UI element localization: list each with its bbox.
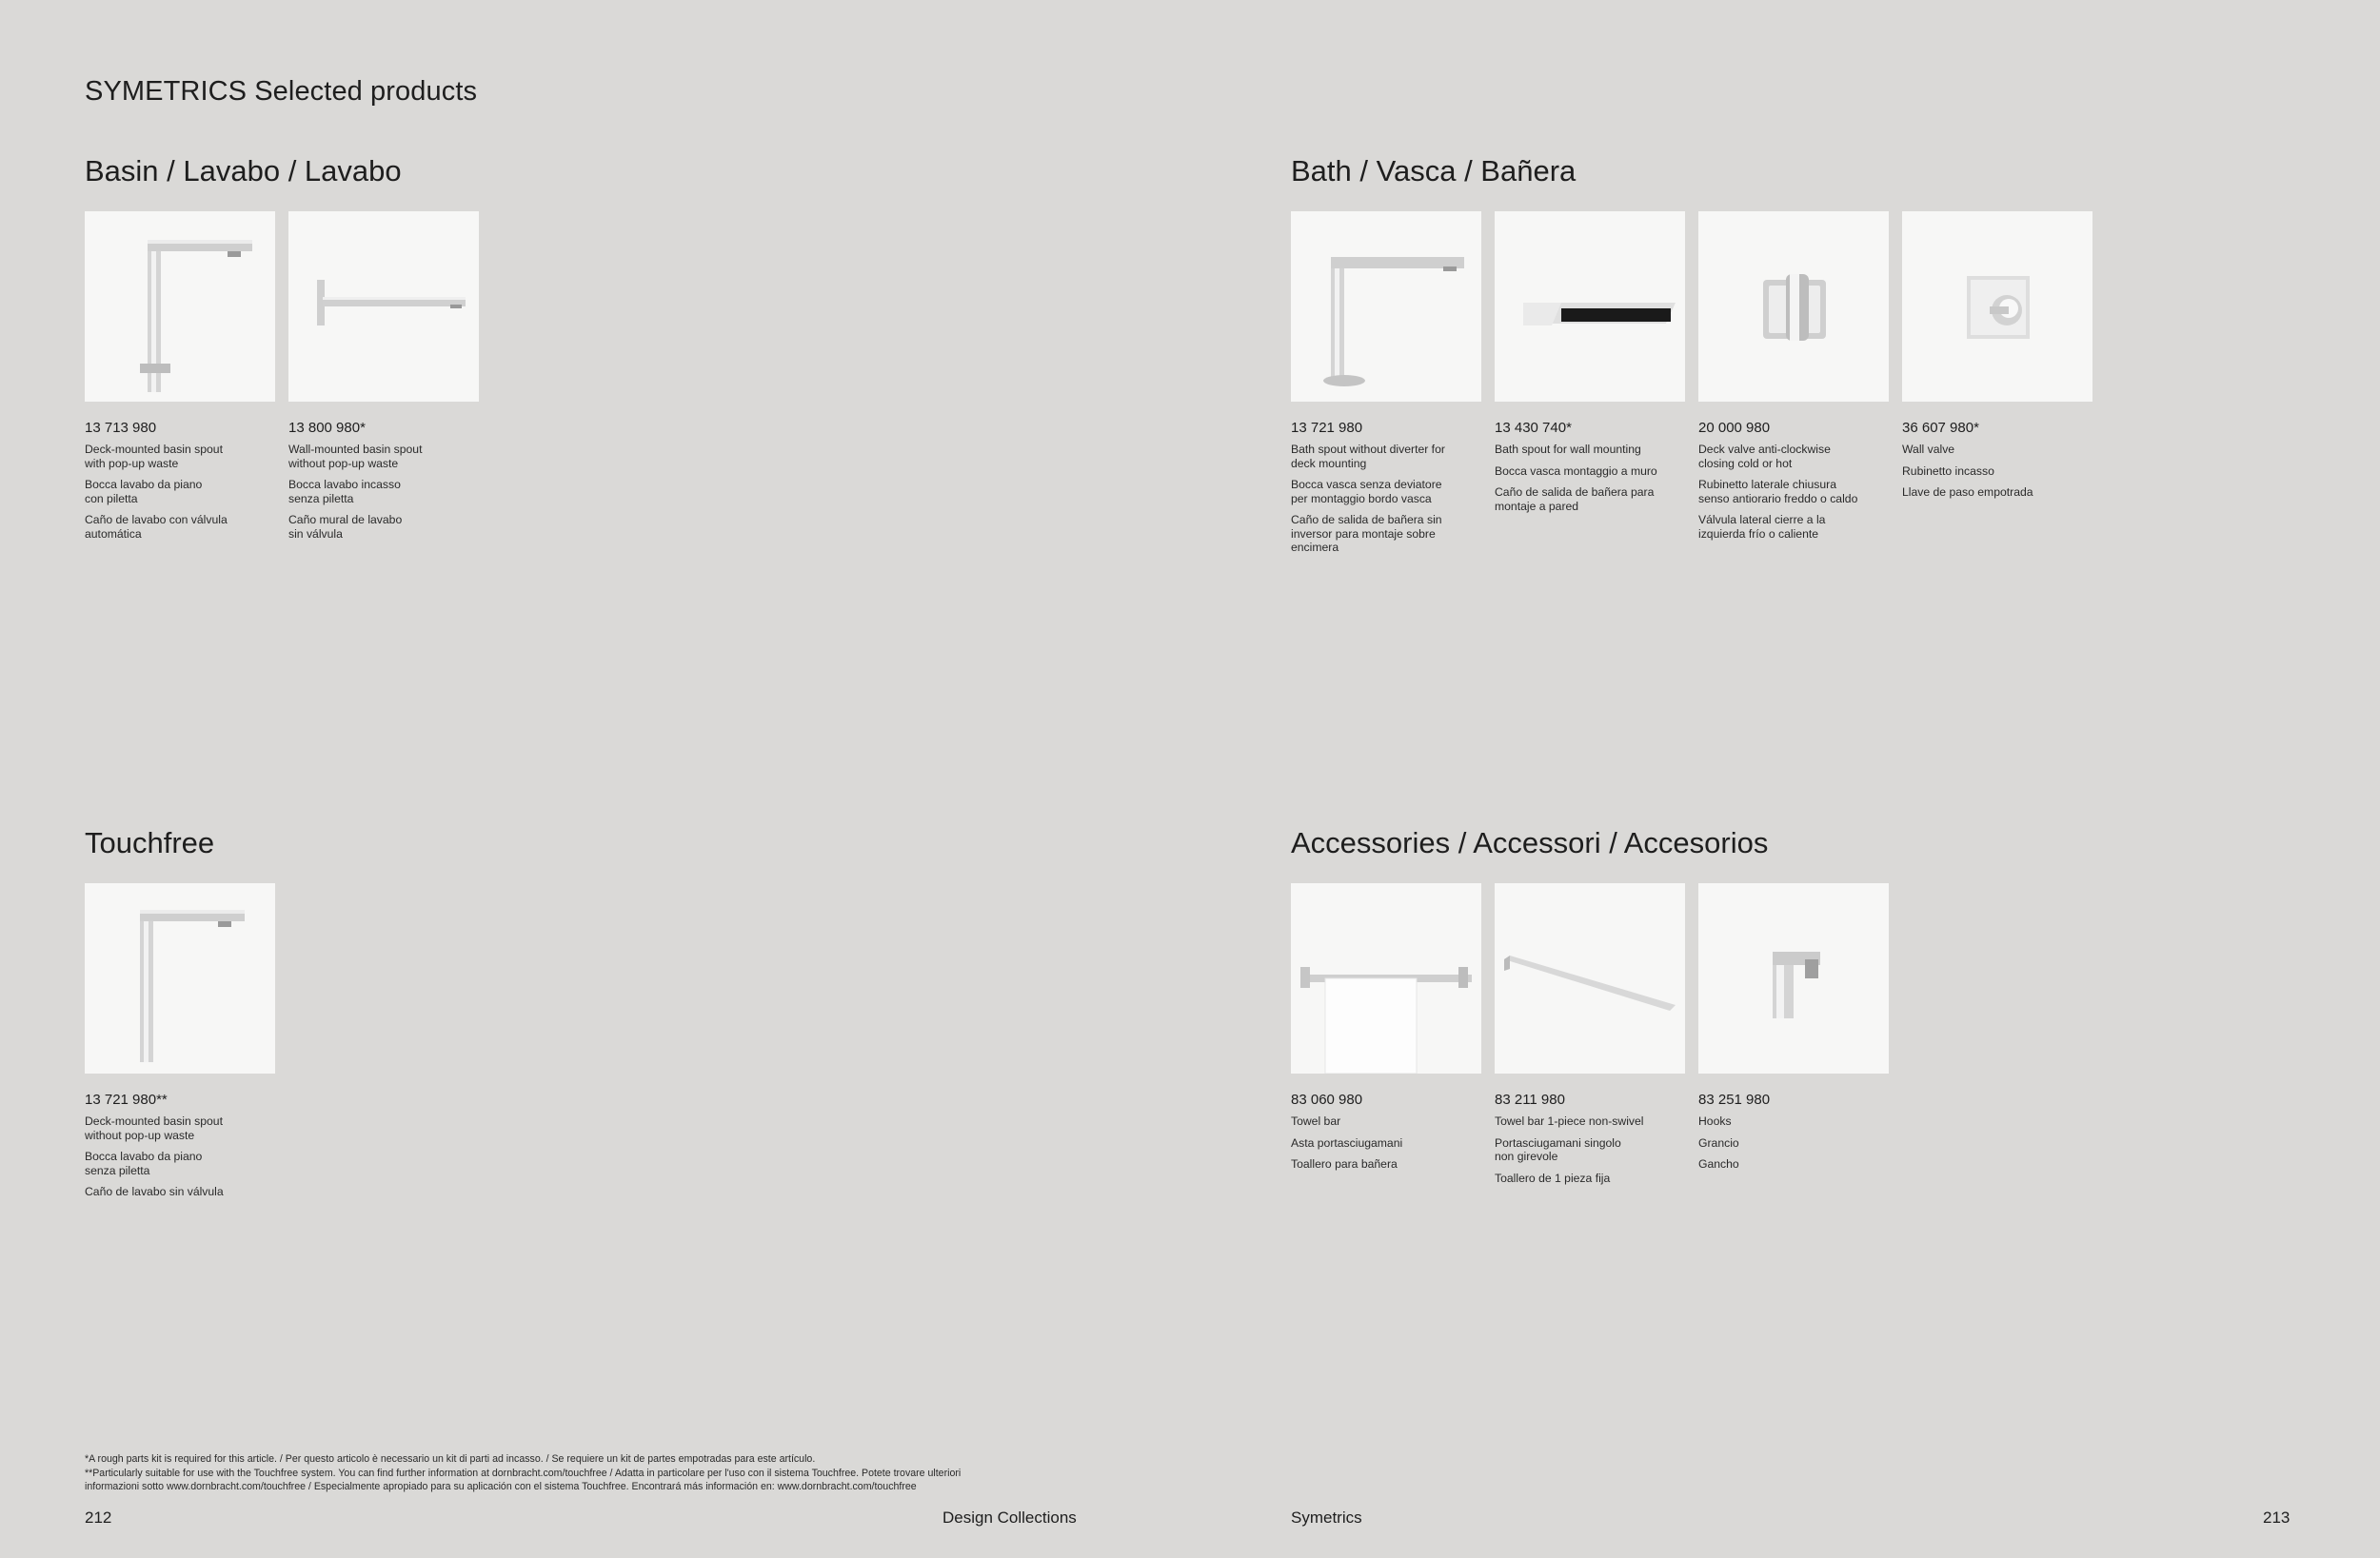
description-line: Rubinetto incasso bbox=[1902, 463, 1994, 478]
product-description bbox=[1495, 1114, 1685, 1185]
description-line: Válvula lateral cierre a la izquierda frío o caliente bbox=[1698, 513, 1826, 541]
section-basin bbox=[85, 152, 492, 548]
product-card bbox=[288, 211, 479, 548]
section-title: Touchfree bbox=[85, 826, 215, 859]
collection-title: Design Collections bbox=[942, 1509, 1077, 1527]
product-description bbox=[1291, 1114, 1481, 1172]
description-line: Deck-mounted basin spout with pop-up waste bbox=[85, 443, 223, 470]
product-code: 13 713 980 bbox=[85, 420, 157, 436]
product-card bbox=[1902, 211, 2092, 562]
product-card bbox=[1698, 211, 1889, 562]
description-line: Caño de salida de bañera para montaje a pared bbox=[1495, 485, 1655, 513]
product-description bbox=[1698, 1114, 1889, 1172]
towel-bar-icon bbox=[1291, 883, 1481, 1074]
page-number-left: 212 bbox=[85, 1509, 112, 1527]
product-list bbox=[1291, 883, 1902, 1193]
wall-bath-spout-icon bbox=[1495, 211, 1685, 402]
product-card bbox=[1495, 211, 1685, 562]
description-line: Deck-mounted basin spout without pop-up waste bbox=[85, 1114, 223, 1142]
description-line: Towel bar 1-piece non-swivel bbox=[1495, 1114, 1644, 1128]
product-list bbox=[85, 883, 288, 1207]
product-code: 83 060 980 bbox=[1291, 1092, 1363, 1108]
product-code: 83 211 980 bbox=[1495, 1092, 1565, 1108]
product-code: 13 721 980** bbox=[85, 1092, 168, 1108]
product-code: 13 800 980* bbox=[288, 420, 366, 436]
description-line: Deck valve anti-clockwise closing cold or hot bbox=[1698, 443, 1831, 470]
description-line: Wall-mounted basin spout without pop-up waste bbox=[288, 443, 423, 470]
description-line: Llave de paso empotrada bbox=[1902, 485, 2033, 499]
product-description bbox=[1902, 443, 2092, 500]
description-line: Gancho bbox=[1698, 1157, 1739, 1171]
product-description bbox=[85, 1114, 275, 1199]
product-description bbox=[85, 443, 275, 541]
section-bath bbox=[1291, 152, 2106, 562]
description-line: Bath spout for wall mounting bbox=[1495, 443, 1641, 456]
page-number-right: 213 bbox=[2263, 1509, 2291, 1527]
description-line: Wall valve bbox=[1902, 443, 1955, 456]
product-code: 13 721 980 bbox=[1291, 420, 1363, 436]
product-card bbox=[1291, 211, 1481, 562]
footnotes: *A rough parts kit is required for this article. / Per questo articolo è necessario un kit di parti ad incasso. / Se requiere un kit de partes empotradas para este artículo. **Particularly suitable for use with the Touchfree system. You can find further information at dornbracht.com/touchfree / Adatta in particolare per l'uso con il sistema Touchfree. Potete trovare ulteriori informazioni sotto www.dornbracht.com/touchfree / Especialmente apropiado para su aplicación con el sistema Touchfree. Encontrará más información en: www.dornbracht.com/touchfree bbox=[85, 1453, 962, 1492]
deck-mounted-spout-icon bbox=[85, 211, 275, 402]
hook-icon bbox=[1698, 883, 1889, 1074]
product-line-title: Symetrics bbox=[1291, 1509, 1362, 1527]
description-line: Bocca lavabo da piano senza piletta bbox=[85, 1150, 203, 1177]
towel-bar-fixed-icon bbox=[1495, 883, 1685, 1074]
touchfree-spout-icon bbox=[85, 883, 275, 1074]
section-title: Bath / Vasca / Bañera bbox=[1291, 154, 1577, 187]
product-card bbox=[85, 883, 275, 1207]
section-title: Accessories / Accessori / Accesorios bbox=[1291, 826, 1769, 859]
description-line: Caño de lavabo sin válvula bbox=[85, 1185, 224, 1198]
product-card bbox=[1495, 883, 1685, 1193]
product-description bbox=[288, 443, 479, 541]
description-line: Grancio bbox=[1698, 1135, 1739, 1150]
description-line: Towel bar bbox=[1291, 1114, 1341, 1128]
product-description bbox=[1698, 443, 1889, 541]
wall-mounted-spout-icon bbox=[288, 211, 479, 402]
product-card bbox=[1698, 883, 1889, 1193]
wall-valve-icon bbox=[1902, 211, 2092, 402]
deck-valve-icon bbox=[1698, 211, 1889, 402]
description-line: Caño de lavabo con válvula automática bbox=[85, 513, 228, 541]
section-touchfree bbox=[85, 824, 288, 1207]
description-line: Bocca vasca montaggio a muro bbox=[1495, 463, 1657, 478]
description-line: Bath spout without diverter for deck mounting bbox=[1291, 443, 1445, 470]
product-code: 36 607 980* bbox=[1902, 420, 1979, 436]
section-title: Basin / Lavabo / Lavabo bbox=[85, 154, 402, 187]
product-description bbox=[1495, 443, 1685, 513]
description-line: Hooks bbox=[1698, 1114, 1732, 1128]
product-list bbox=[1291, 211, 2106, 562]
product-code: 13 430 740* bbox=[1495, 420, 1572, 436]
product-card bbox=[1291, 883, 1481, 1193]
description-line: Bocca lavabo incasso senza piletta bbox=[288, 478, 401, 505]
product-card bbox=[85, 211, 275, 548]
product-code: 83 251 980 bbox=[1698, 1092, 1771, 1108]
bath-spout-icon bbox=[1291, 211, 1481, 402]
description-line: Caño de salida de bañera sin inversor para montaje sobre encimera bbox=[1291, 513, 1442, 554]
product-list bbox=[85, 211, 492, 548]
product-code: 20 000 980 bbox=[1698, 420, 1771, 436]
description-line: Caño mural de lavabo sin válvula bbox=[288, 513, 403, 541]
description-line: Asta portasciugamani bbox=[1291, 1135, 1403, 1150]
description-line: Bocca vasca senza deviatore per montaggio bordo vasca bbox=[1291, 478, 1442, 505]
page-title: SYMETRICS Selected products bbox=[85, 76, 478, 107]
description-line: Bocca lavabo da piano con piletta bbox=[85, 478, 203, 505]
description-line: Portasciugamani singolo non girevole bbox=[1495, 1135, 1621, 1163]
product-description bbox=[1291, 443, 1481, 555]
description-line: Toallero de 1 pieza fija bbox=[1495, 1171, 1611, 1185]
section-accessories bbox=[1291, 824, 1902, 1193]
description-line: Rubinetto laterale chiusura senso antiorario freddo o caldo bbox=[1698, 478, 1858, 505]
description-line: Toallero para bañera bbox=[1291, 1157, 1398, 1171]
